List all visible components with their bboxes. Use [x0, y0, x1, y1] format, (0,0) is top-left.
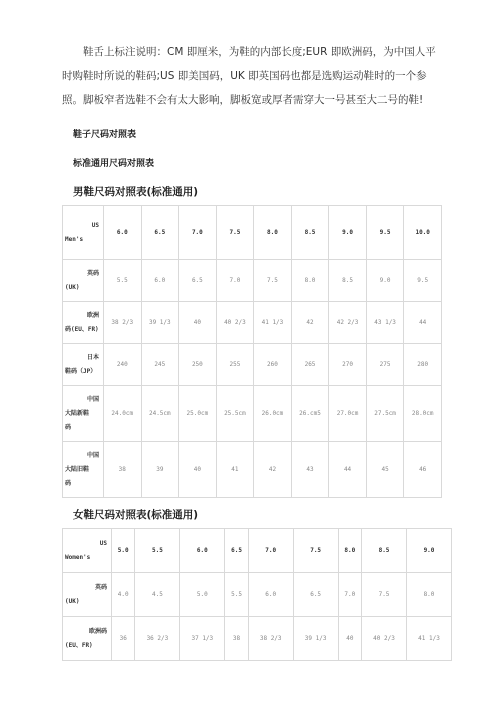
section-title: 鞋子尺码对照表 — [73, 130, 137, 140]
women-size-cell: 5.5 — [135, 529, 180, 573]
men-cell: 42 2/3 — [329, 302, 367, 344]
men-cell: 43 1/3 — [366, 302, 404, 344]
men-header-label — [63, 206, 104, 260]
women-row-label — [63, 573, 112, 617]
women-row-label-top: 欧洲码 — [88, 627, 107, 635]
men-row-label-top: 日本 — [86, 353, 99, 361]
women-row-uk — [63, 573, 452, 617]
men-row-uk — [63, 260, 442, 302]
men-row-cn-new — [63, 386, 442, 442]
women-header-row — [63, 529, 452, 573]
women-cell: 36 — [112, 617, 135, 661]
women-row-eu — [63, 617, 452, 661]
men-cell: 280 — [404, 344, 442, 386]
men-size-cell: 7.5 — [216, 206, 254, 260]
women-cell: 37 1/3 — [180, 617, 225, 661]
men-header-row — [63, 206, 442, 260]
men-row-label-mid: 大陆新鞋 — [65, 409, 90, 417]
men-cell: 27.5cm — [366, 386, 404, 442]
standard-size-subtitle: 标准通用尺码对照表 — [73, 159, 155, 169]
women-size-cell: 7.5 — [293, 529, 338, 573]
men-row-label — [63, 386, 104, 442]
men-cell: 8.5 — [329, 260, 367, 302]
women-cell: 7.5 — [362, 573, 407, 617]
men-cell: 26.0cm — [254, 386, 292, 442]
men-cell: 240 — [104, 344, 142, 386]
men-cell: 40 2/3 — [216, 302, 254, 344]
men-cell: 7.0 — [216, 260, 254, 302]
men-size-cell: 7.0 — [179, 206, 217, 260]
women-cell: 40 — [338, 617, 361, 661]
men-cell: 40 — [179, 302, 217, 344]
women-cell: 40 2/3 — [362, 617, 407, 661]
men-row-label — [63, 260, 104, 302]
women-size-table — [62, 528, 452, 661]
men-cell: 24.5cm — [141, 386, 179, 442]
men-cell: 40 — [179, 442, 217, 498]
women-size-cell: 6.0 — [180, 529, 225, 573]
women-cell: 41 1/3 — [406, 617, 451, 661]
men-cell: 8.0 — [291, 260, 329, 302]
women-cell: 4.5 — [135, 573, 180, 617]
women-cell: 5.0 — [180, 573, 225, 617]
men-cell: 42 — [291, 302, 329, 344]
men-cell: 9.0 — [366, 260, 404, 302]
women-row-label-bottom: (UK) — [65, 597, 80, 605]
men-cell: 265 — [291, 344, 329, 386]
men-size-cell: 9.5 — [366, 206, 404, 260]
men-table-title: 男鞋尺码对照表(标准通用) — [73, 186, 199, 198]
women-cell: 6.0 — [248, 573, 293, 617]
men-header-label-top: US — [91, 221, 99, 229]
women-size-cell: 7.0 — [248, 529, 293, 573]
women-header-label — [63, 529, 112, 573]
men-row-label-bottom: 码(EU、FR) — [65, 325, 99, 333]
women-size-cell: 5.0 — [112, 529, 135, 573]
men-header-label-bottom: Men's — [65, 235, 84, 243]
men-cell: 41 — [216, 442, 254, 498]
men-row-label-bottom: (UK) — [65, 283, 80, 291]
men-cell: 45 — [366, 442, 404, 498]
men-cell: 260 — [254, 344, 292, 386]
men-row-jp — [63, 344, 442, 386]
men-row-label-bottom: 鞋码（JP） — [65, 367, 97, 375]
men-row-label-top: 欧洲 — [86, 311, 99, 319]
men-size-cell: 9.0 — [329, 206, 367, 260]
men-cell: 24.0cm — [104, 386, 142, 442]
women-cell: 39 1/3 — [293, 617, 338, 661]
men-cell: 255 — [216, 344, 254, 386]
men-row-eu — [63, 302, 442, 344]
women-cell: 5.5 — [225, 573, 248, 617]
men-row-label — [63, 302, 104, 344]
men-cell: 270 — [329, 344, 367, 386]
men-size-cell: 6.0 — [104, 206, 142, 260]
women-size-cell: 9.0 — [406, 529, 451, 573]
men-row-label-bottom: 码 — [65, 423, 72, 431]
men-row-label-top: 中国 — [86, 451, 99, 459]
men-cell: 25.0cm — [179, 386, 217, 442]
men-row-cn-old — [63, 442, 442, 498]
men-cell: 6.0 — [141, 260, 179, 302]
men-cell: 46 — [404, 442, 442, 498]
men-size-cell: 8.0 — [254, 206, 292, 260]
women-size-cell: 8.0 — [338, 529, 361, 573]
men-cell: 39 1/3 — [141, 302, 179, 344]
men-row-label-bottom: 码 — [65, 479, 72, 487]
men-size-cell: 10.0 — [404, 206, 442, 260]
men-row-label — [63, 344, 104, 386]
women-size-cell: 8.5 — [362, 529, 407, 573]
men-row-label-mid: 大陆旧鞋 — [65, 465, 90, 473]
men-cell: 250 — [179, 344, 217, 386]
women-cell: 36 2/3 — [135, 617, 180, 661]
women-size-cell: 6.5 — [225, 529, 248, 573]
men-cell: 28.0cm — [404, 386, 442, 442]
women-header-label-bottom: Women's — [65, 553, 91, 561]
men-cell: 43 — [291, 442, 329, 498]
men-cell: 275 — [366, 344, 404, 386]
men-cell: 44 — [329, 442, 367, 498]
men-row-label-top: 英码 — [86, 269, 99, 277]
men-cell: 27.0cm — [329, 386, 367, 442]
men-row-label — [63, 442, 104, 498]
men-size-cell: 8.5 — [291, 206, 329, 260]
women-cell: 8.0 — [406, 573, 451, 617]
women-cell: 38 2/3 — [248, 617, 293, 661]
women-cell: 38 — [225, 617, 248, 661]
men-cell: 38 2/3 — [104, 302, 142, 344]
men-cell: 245 — [141, 344, 179, 386]
men-cell: 6.5 — [179, 260, 217, 302]
men-row-label-top: 中国 — [86, 395, 99, 403]
men-cell: 39 — [141, 442, 179, 498]
intro-paragraph: 鞋舌上标注说明：CM 即厘米，为鞋的内部长度;EUR 即欧洲码，为中国人平时购鞋时所说的鞋码;US 即美国码，UK 即英国码也都是选购运动鞋时的一个参照。脚板窄者选鞋不会有太大影响，脚板宽或厚者需穿大一号甚至大二号的鞋! — [62, 46, 436, 106]
men-size-table — [62, 205, 442, 498]
women-table-title: 女鞋尺码对照表(标准通用) — [73, 509, 199, 521]
men-cell: 9.5 — [404, 260, 442, 302]
men-cell: 41 1/3 — [254, 302, 292, 344]
women-row-label-bottom: (EU、FR) — [65, 641, 93, 649]
men-cell: 44 — [404, 302, 442, 344]
men-cell: 26.cm5 — [291, 386, 329, 442]
men-size-cell: 6.5 — [141, 206, 179, 260]
women-row-label-top: 英码 — [94, 583, 107, 591]
women-header-label-top: US — [99, 539, 107, 547]
men-cell: 42 — [254, 442, 292, 498]
women-cell: 7.0 — [338, 573, 361, 617]
men-cell: 7.5 — [254, 260, 292, 302]
men-cell: 5.5 — [104, 260, 142, 302]
women-cell: 4.0 — [112, 573, 135, 617]
men-cell: 25.5cm — [216, 386, 254, 442]
men-cell: 38 — [104, 442, 142, 498]
women-row-label — [63, 617, 112, 661]
women-cell: 6.5 — [293, 573, 338, 617]
